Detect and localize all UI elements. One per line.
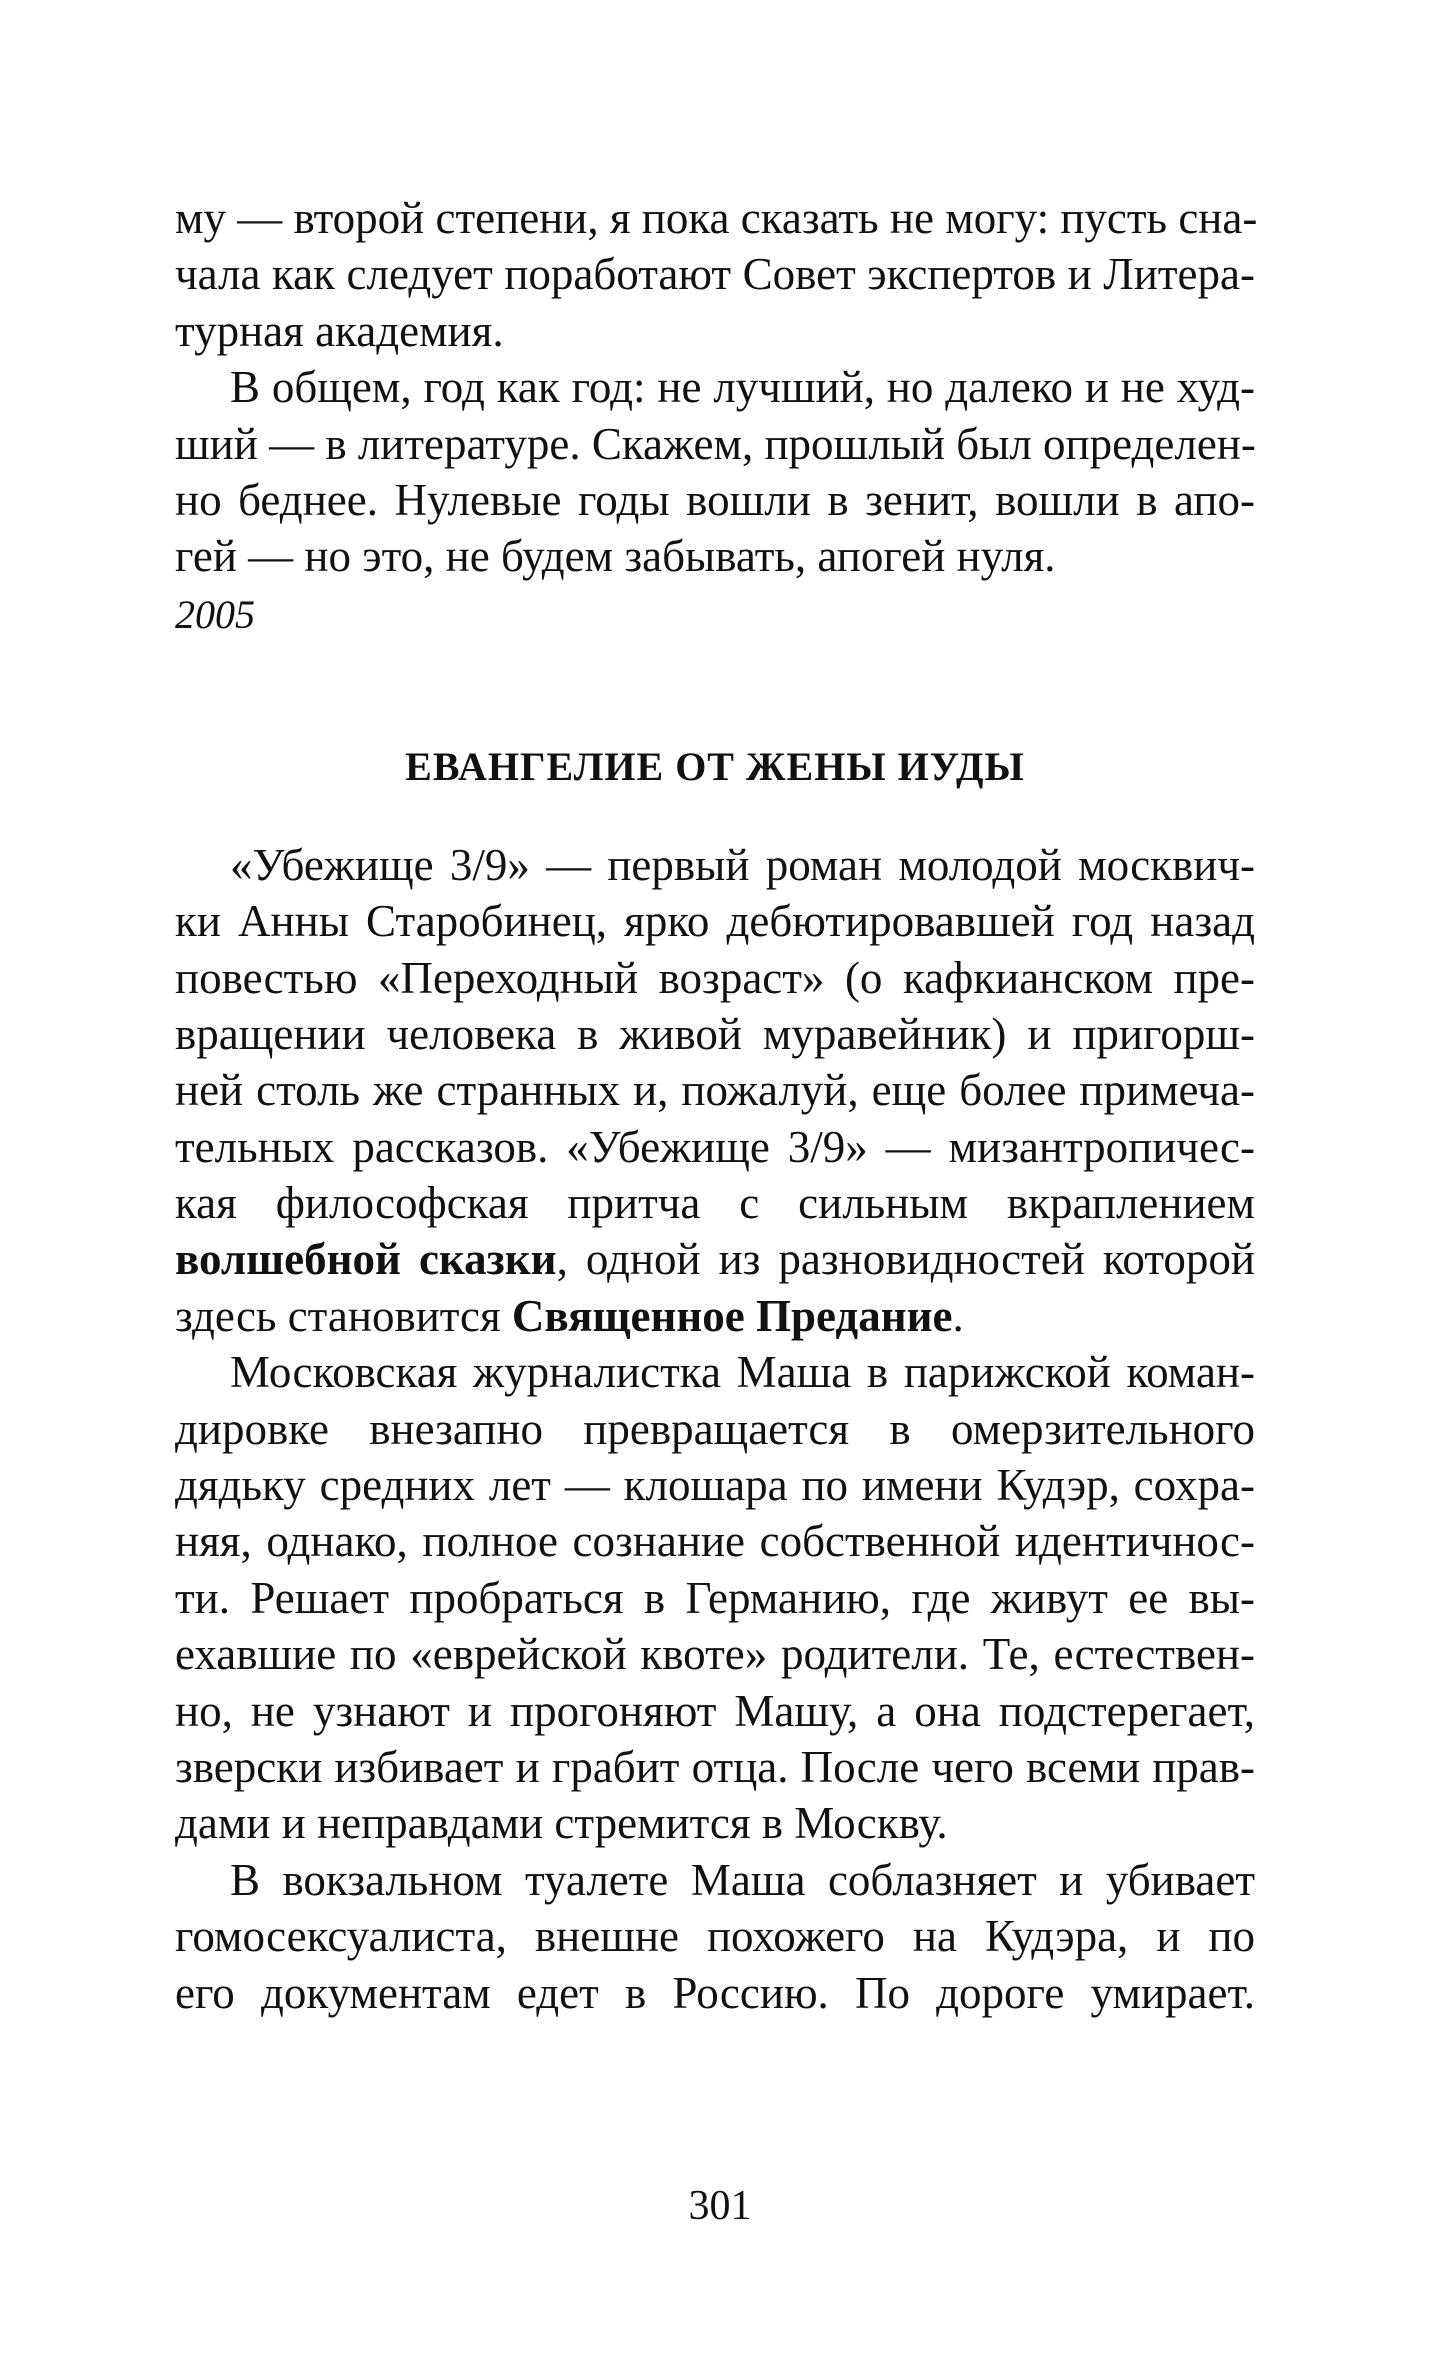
text-line: его документам едет в Россию. По дороге умирает. <box>175 1967 1255 2018</box>
text-line: гомосексуалиста, внешне похожего на Кудэра, и по <box>175 1911 1255 1962</box>
text-line: ти. Решает пробраться в Германию, где живут ее вы- <box>175 1572 1255 1623</box>
text-line: дировке внезапно превращается в омерзительного <box>175 1403 1255 1454</box>
text-line: но беднее. Нулевые годы вошли в зенит, вошли в апо- <box>175 474 1255 525</box>
text-line: «Убежище 3/9» — первый роман молодой москвич- <box>230 839 1255 890</box>
text-line: чала как следует поработают Совет экспертов и Литера- <box>175 249 1255 300</box>
text-line: В вокзальном туалете Маша соблазняет и убивает <box>230 1854 1255 1905</box>
text-line: В общем, год как год: не лучший, но далеко и не худ- <box>230 362 1255 413</box>
text-line: тельных рассказов. «Убежище 3/9» — мизантропичес- <box>175 1121 1255 1172</box>
text-line-mixed <box>175 1231 1255 1287</box>
text-line: Московская журналистка Маша в парижской коман- <box>230 1347 1255 1398</box>
text-line: ший — в литературе. Скажем, прошлый был определен- <box>175 418 1256 469</box>
text-line: зверски избивает и грабит отца. После чего всеми прав- <box>175 1741 1255 1792</box>
text-fragment: здесь становится <box>175 1290 512 1341</box>
text-line: повестью «Переходный возраст» (о кафкианском пре- <box>175 952 1255 1003</box>
text-line: вращении человека в живой муравейник) и пригорш- <box>175 1008 1255 1059</box>
text-line: ней столь же странных и, пожалуй, еще более примеча- <box>175 1065 1255 1116</box>
paragraph-3 <box>175 1852 1255 2021</box>
bold-term: Священное Предание <box>511 1290 953 1341</box>
text-fragment: , одной из разновидностей которой <box>556 1234 1255 1285</box>
text-line: но, не узнают и прогоняют Машу, а она подстерегает, <box>175 1685 1255 1736</box>
text-line-mixed <box>175 1288 1255 1344</box>
text-line: няя, однако, полное сознание собственной идентичнос- <box>175 1516 1255 1567</box>
text-line: турная академия. <box>175 305 504 356</box>
paragraph-prev-1 <box>175 190 1258 359</box>
essay-year: 2005 <box>175 591 255 637</box>
paragraph-1 <box>175 837 1255 1345</box>
page-number: 301 <box>688 2183 752 2229</box>
bold-term: волшебной сказки <box>175 1234 557 1285</box>
section-title: ЕВАНГЕЛИЕ ОТ ЖЕНЫ ИУДЫ <box>405 743 1025 789</box>
text-line: кая философская притча с сильным вкраплением <box>175 1178 1255 1229</box>
text-line: гей — но это, не будем забывать, апогей нуля. <box>175 531 1056 582</box>
text-line: ехавшие по «еврейской квоте» родители. Те, естествен- <box>175 1629 1255 1680</box>
text-line: му — второй степени, я пока сказать не могу: пусть сна- <box>175 193 1258 243</box>
text-line: дами и неправдами стремится в Москву. <box>175 1798 948 1849</box>
paragraph-prev-2 <box>175 359 1255 585</box>
page-body <box>175 190 1258 2021</box>
text-line: дядьку средних лет — клошара по имени Кудэр, сохра- <box>175 1460 1255 1511</box>
paragraph-2 <box>175 1344 1255 1852</box>
text-fragment: . <box>952 1290 964 1341</box>
text-line: ки Анны Старобинец, ярко дебютировавшей год назад <box>175 896 1255 947</box>
